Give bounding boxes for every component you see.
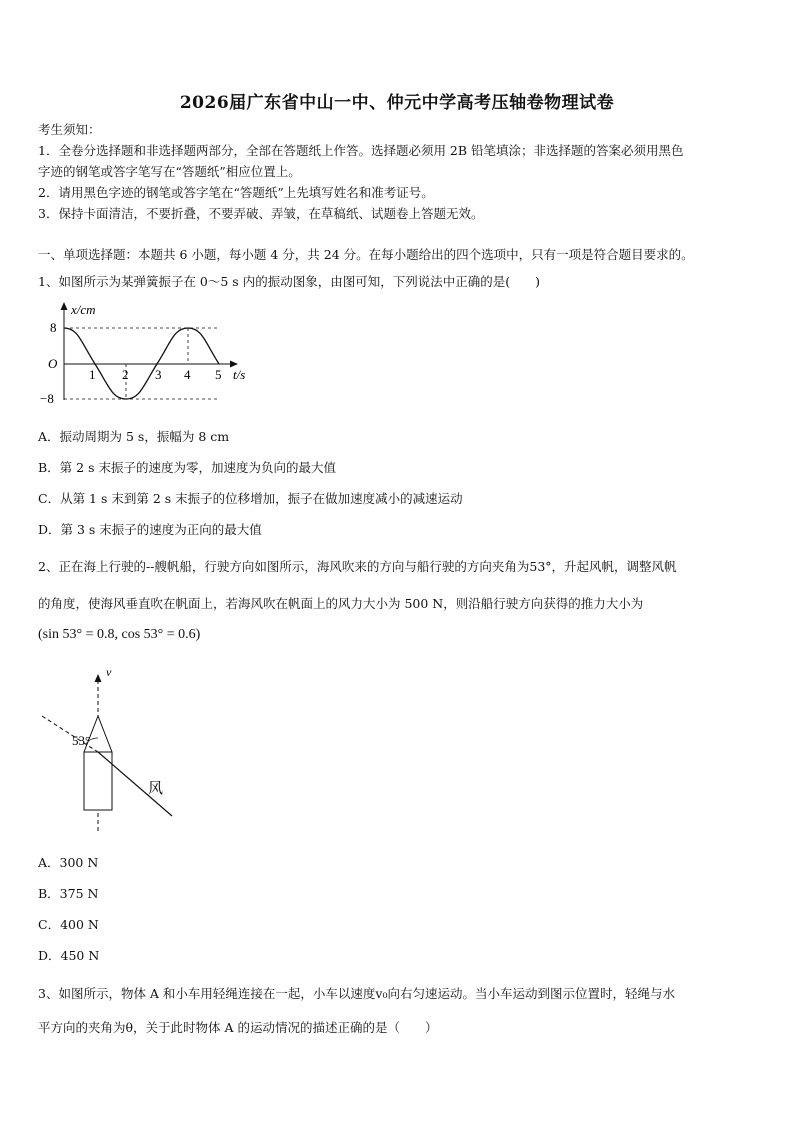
notice-item-1-cont: 字迹的钢笔或答字笔写在“答题纸”相应位置上。 [38, 164, 301, 179]
q2-option-c: C．400 N [38, 917, 99, 932]
graph-tick-2: 2 [122, 367, 129, 382]
q3-line-1: 3、如图所示，物体 A 和小车用轻绳连接在一起，小车以速度v₀向右匀速运动。当小车运动到图示位置时，轻绳与水 [38, 986, 676, 1001]
q1-option-b: B．第 2 s 末振子的速度为零，加速度为负向的最大值 [38, 460, 336, 475]
q1-option-c: C．从第 1 s 末到第 2 s 末振子的位移增加，振子在做加速度减小的减速运动 [38, 491, 463, 506]
figure-angle-label: 53° [72, 733, 91, 748]
notice-item-2: 2．请用黑色字迹的钢笔或答字笔在“答题纸”上先填写姓名和准考证号。 [38, 185, 434, 200]
q2-formula: (sin 53° = 0.8, cos 53° = 0.6) [38, 627, 201, 642]
q1-option-a: A．振动周期为 5 s，振幅为 8 cm [38, 429, 230, 444]
q2-line-1: 2、正在海上行驶的--艘帆船，行驶方向如图所示，海风吹来的方向与船行驶的方向夹角为53°，升起风帆，调整风帆 [38, 559, 677, 574]
graph-tick-5: 5 [215, 367, 222, 382]
q2-option-a: A．300 N [38, 855, 99, 870]
q2-option-b: B．375 N [38, 886, 99, 901]
graph-y-arrow [61, 302, 68, 310]
graph-y-bottom: −8 [40, 391, 54, 406]
q3-line-2: 平方向的夹角为θ，关于此时物体 A 的运动情况的描述正确的是（ ） [38, 1020, 438, 1035]
q1-stem: 1、如图所示为某弹簧振子在 0～5 s 内的振动图象，由图可知，下列说法中正确的是( ) [38, 274, 540, 289]
graph-tick-3: 3 [155, 367, 162, 382]
graph-t-label: t/s [233, 367, 246, 382]
figure-wind-label: 风 [148, 781, 164, 797]
figure-v-label: v [106, 666, 112, 679]
graph-origin: O [48, 356, 58, 371]
graph-y-top: 8 [50, 320, 57, 335]
graph-tick-4: 4 [184, 367, 191, 382]
q2-line-2: 的角度，使海风垂直吹在帆面上，若海风吹在帆面上的风力大小为 500 N，则沿船行驶方向获得的推力大小为 [38, 596, 644, 611]
page-title: 2026届广东省中山一中、仲元中学高考压轴卷物理试卷 [179, 93, 615, 113]
q1-vibration-graph [38, 298, 258, 410]
q2-option-d: D．450 N [38, 948, 100, 963]
q2-sailboat-figure [38, 666, 188, 836]
notice-item-1: 1．全卷分选择题和非选择题两部分，全部在答题纸上作答。选择题必须用 2B 铅笔填涂；非选择题的答案必须用黑色 [38, 143, 684, 158]
notice-item-3: 3．保持卡面清洁，不要折叠，不要弄破、弄皱，在草稿纸、试题卷上答题无效。 [38, 206, 484, 221]
figure-velocity-arrow [95, 674, 102, 682]
notice-heading: 考生须知： [38, 122, 101, 137]
graph-tick-1: 1 [89, 367, 96, 382]
q1-option-d: D．第 3 s 末振子的速度为正向的最大值 [38, 522, 262, 537]
section-heading: 一、单项选择题：本题共 6 小题，每小题 4 分，共 24 分。在每小题给出的四个选项中，只有一项是符合题目要求的。 [38, 247, 694, 262]
graph-y-label: x/cm [71, 302, 96, 317]
